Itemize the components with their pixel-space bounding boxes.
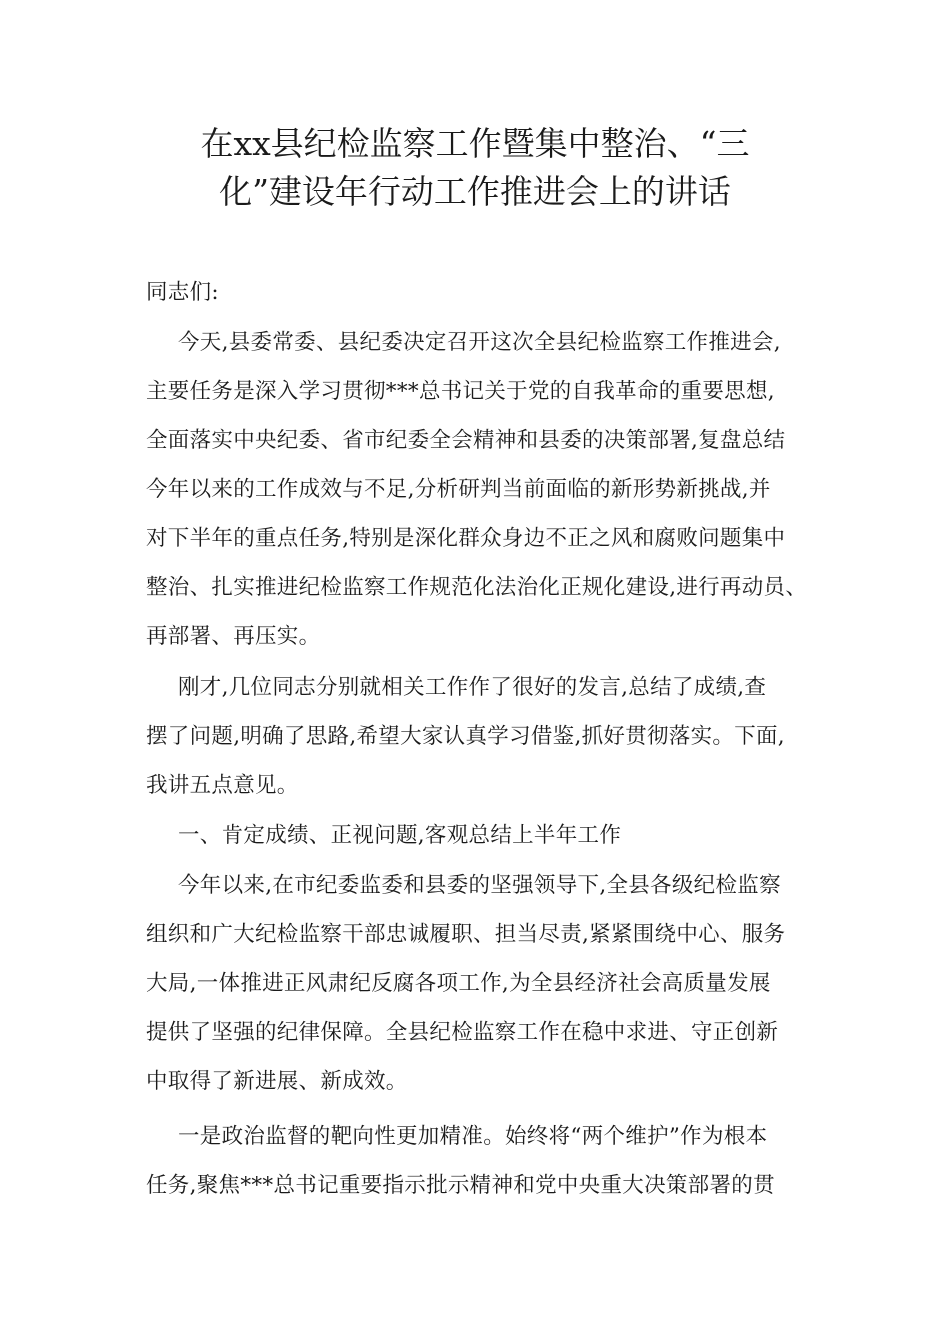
text-line: 再部署、再压实。 (146, 624, 321, 649)
text-line: 整治、扎实推进纪检监察工作规范化法治化正规化建设,进行再动员、 (146, 575, 808, 600)
text-line: 对下半年的重点任务,特别是深化群众身边不正之风和腐败问题集中 (146, 526, 786, 551)
text-line: 一是政治监督的靶向性更加精准。始终将“两个维护”作为根本 (178, 1124, 768, 1149)
text-line: 任务,聚焦***总书记重要指示批示精神和党中央重大决策部署的贯 (146, 1173, 775, 1198)
text-line: 大局,一体推进正风肃纪反腐各项工作,为全县经济社会高质量发展 (146, 971, 771, 996)
text-line: 主要任务是深入学习贯彻***总书记关于党的自我革命的重要思想, (146, 379, 775, 404)
text-line: 刚才,几位同志分别就相关工作作了很好的发言,总结了成绩,查 (178, 675, 767, 700)
text-line: 摆了问题,明确了思路,希望大家认真学习借鉴,抓好贯彻落实。下面, (146, 724, 785, 749)
text-line: 我讲五点意见。 (146, 773, 299, 798)
text-line: 今天,县委常委、县纪委决定召开这次全县纪检监察工作推进会, (178, 330, 781, 355)
salutation: 同志们: (146, 280, 219, 305)
text-line: 今年以来的工作成效与不足,分析研判当前面临的新形势新挑战,并 (146, 477, 771, 502)
text-line: 全面落实中央纪委、省市纪委全会精神和县委的决策部署,复盘总结 (146, 428, 786, 453)
text-line: 组织和广大纪检监察干部忠诚履职、担当尽责,紧紧围绕中心、服务 (146, 922, 786, 947)
document-title-line-2: 化”建设年行动工作推进会上的讲话 (219, 172, 731, 211)
document-title-line-1: 在xx县纪检监察工作暨集中整治、“三 (200, 124, 750, 163)
text-line: 中取得了新进展、新成效。 (146, 1069, 408, 1094)
text-line: 今年以来,在市纪委监委和县委的坚强领导下,全县各级纪检监察 (178, 873, 781, 898)
text-line: 提供了坚强的纪律保障。全县纪检监察工作在稳中求进、守正创新 (146, 1020, 779, 1045)
text-line: 一、肯定成绩、正视问题,客观总结上半年工作 (178, 823, 622, 848)
